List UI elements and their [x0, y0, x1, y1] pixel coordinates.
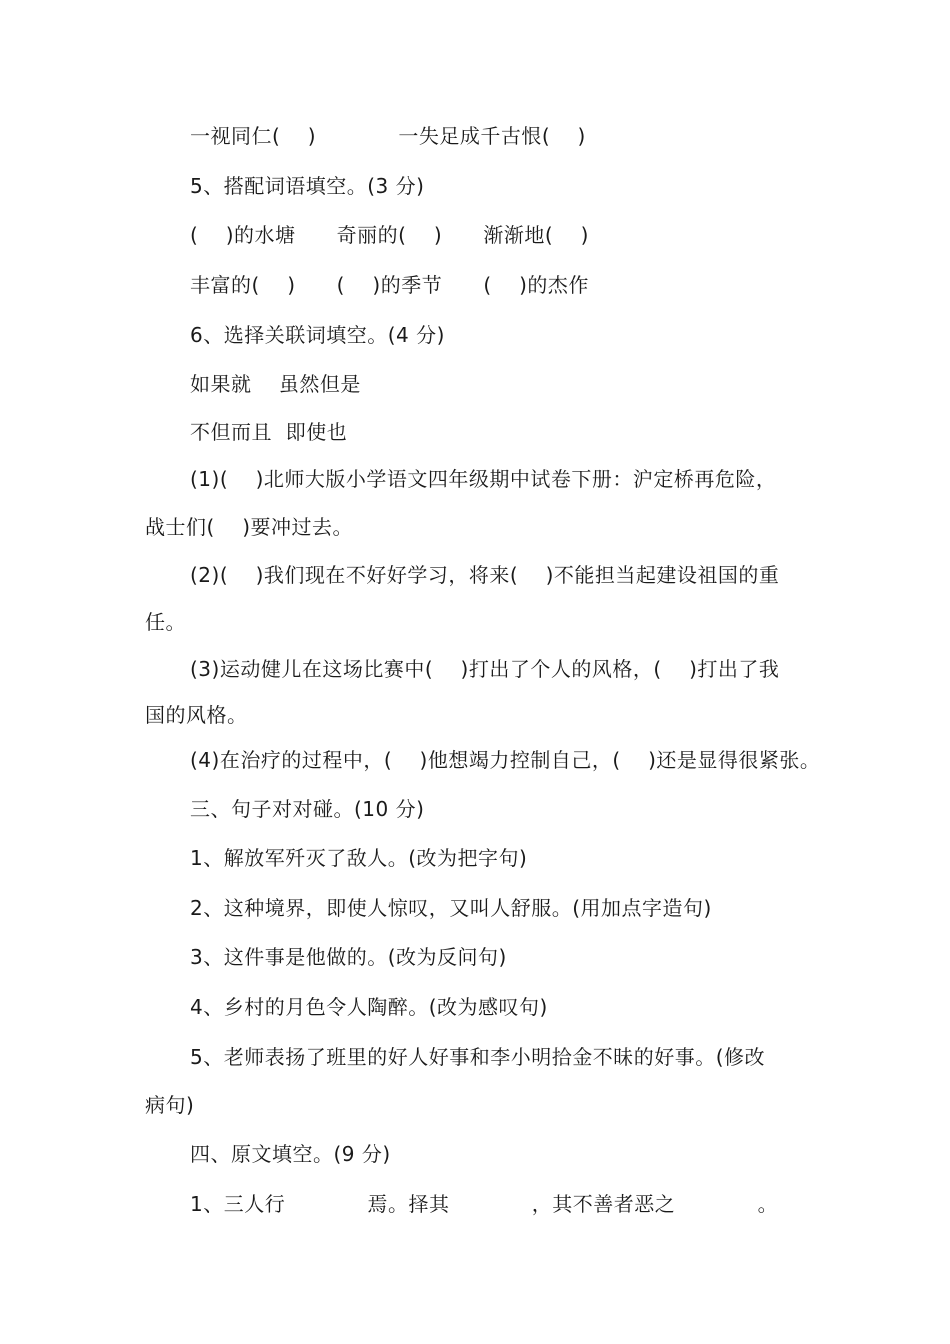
- text-line-s3-item4: 4、乡村的月色令人陶醉。(改为感叹句): [190, 995, 548, 1019]
- text-line-q5-row1: ( )的水塘 奇丽的( ) 渐渐地( ): [190, 223, 589, 247]
- heading-question-5: 5、搭配词语填空。(3 分): [190, 174, 425, 198]
- text-line-s3-item3: 3、这件事是他做的。(改为反问句): [190, 945, 507, 969]
- text-line-q6-item3-cont: 国的风格。: [145, 703, 248, 727]
- text-line-s3-item5-cont: 病句): [145, 1093, 195, 1117]
- text-line-s4-item1: 1、三人行 焉。择其 ，其不善者恶之 。: [190, 1192, 779, 1216]
- text-line-s3-item1: 1、解放军歼灭了敌人。(改为把字句): [190, 846, 528, 870]
- text-line-q6-item1: (1)( )北师大版小学语文四年级期中试卷下册：沪定桥再危险，: [190, 467, 777, 491]
- text-line-conjunctions-2: 不但而且 即使也: [190, 420, 348, 444]
- heading-question-6: 6、选择关联词填空。(4 分): [190, 323, 445, 347]
- text-line-q6-item1-cont: 战士们( )要冲过去。: [145, 515, 354, 539]
- text-line-q6-item2-cont: 任。: [145, 610, 186, 634]
- heading-section-4: 四、原文填空。(9 分): [190, 1142, 391, 1166]
- heading-section-3: 三、句子对对碰。(10 分): [190, 797, 425, 821]
- text-line-s3-item5: 5、老师表扬了班里的好人好事和李小明拾金不昧的好事。(修改: [190, 1045, 766, 1069]
- text-line-s3-item2: 2、这种境界，即使人惊叹，又叫人舒服。(用加点字造句): [190, 896, 712, 920]
- text-line-conjunctions-1: 如果就 虽然但是: [190, 372, 361, 396]
- text-line-q6-item2: (2)( )我们现在不好好学习，将来( )不能担当起建设祖国的重: [190, 563, 780, 587]
- text-line-idioms: 一视同仁( ) 一失足成千古恨( ): [190, 124, 586, 148]
- text-line-q5-row2: 丰富的( ) ( )的季节 ( )的杰作: [190, 273, 589, 297]
- text-line-q6-item4: (4)在治疗的过程中，( )他想竭力控制自己，( )还是显得很紧张。: [190, 748, 821, 772]
- text-line-q6-item3: (3)运动健儿在这场比赛中( )打出了个人的风格，( )打出了我: [190, 657, 780, 681]
